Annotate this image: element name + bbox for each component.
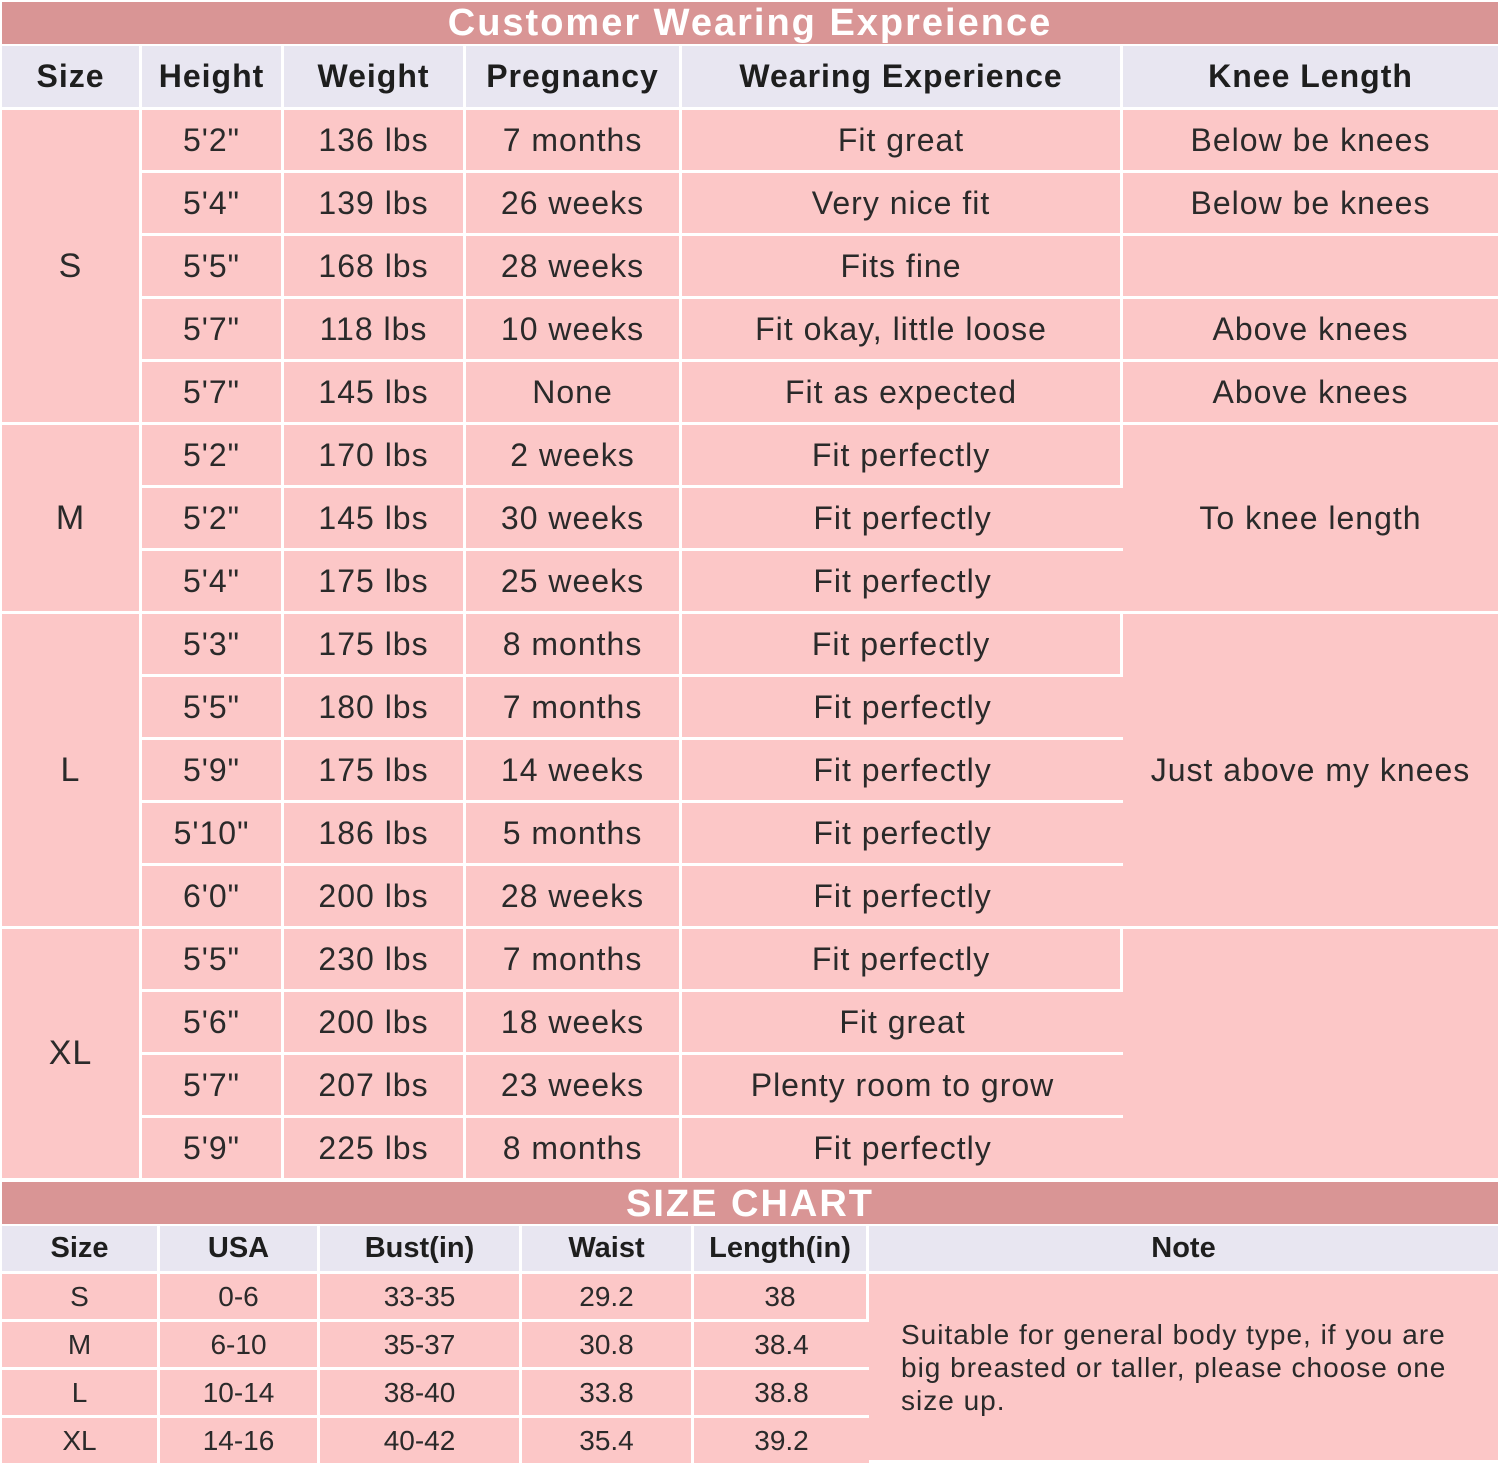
experience-cell: Fit perfectly	[682, 488, 1123, 551]
weight-cell: 180 lbs	[284, 677, 466, 740]
experience-cell: Fit perfectly	[682, 866, 1123, 929]
weight-cell: 175 lbs	[284, 551, 466, 614]
weight-cell: 200 lbs	[284, 866, 466, 929]
height-cell: 5'6"	[142, 992, 284, 1055]
weight-cell: 207 lbs	[284, 1055, 466, 1118]
pregnancy-cell: 5 months	[466, 803, 682, 866]
pregnancy-cell: 7 months	[466, 110, 682, 173]
weight-cell: 175 lbs	[284, 614, 466, 677]
pregnancy-cell: 25 weeks	[466, 551, 682, 614]
experience-cell: Fit great	[682, 992, 1123, 1055]
wearing-row	[2, 110, 1498, 173]
height-cell: 5'5"	[142, 929, 284, 992]
weight-cell: 118 lbs	[284, 299, 466, 362]
experience-cell: Fit perfectly	[682, 929, 1123, 992]
wearing-header-row	[2, 46, 1498, 110]
bust-cell: 38-40	[320, 1370, 522, 1418]
height-cell: 5'9"	[142, 1118, 284, 1181]
wearing-experience-table	[2, 46, 1498, 1181]
header-wearing-experience: Wearing Experience	[682, 46, 1123, 110]
experience-cell: Fit perfectly	[682, 677, 1123, 740]
knee-length-cell: Below be knees	[1123, 110, 1498, 173]
size-header-note: Note	[869, 1226, 1498, 1274]
weight-cell: 200 lbs	[284, 992, 466, 1055]
usa-cell: 14-16	[160, 1418, 320, 1463]
pregnancy-cell: 18 weeks	[466, 992, 682, 1055]
experience-cell: Fit perfectly	[682, 425, 1123, 488]
height-cell: 5'7"	[142, 299, 284, 362]
pregnancy-cell: 28 weeks	[466, 866, 682, 929]
weight-cell: 186 lbs	[284, 803, 466, 866]
pregnancy-cell: 23 weeks	[466, 1055, 682, 1118]
weight-cell: 170 lbs	[284, 425, 466, 488]
pregnancy-cell: 10 weeks	[466, 299, 682, 362]
weight-cell: 136 lbs	[284, 110, 466, 173]
size-cell: M	[2, 1322, 160, 1370]
experience-cell: Plenty room to grow	[682, 1055, 1123, 1118]
wearing-experience-title: Customer Wearing Expreience	[2, 2, 1498, 44]
header-knee-length: Knee Length	[1123, 46, 1498, 110]
weight-cell: 168 lbs	[284, 236, 466, 299]
length-cell: 38.8	[694, 1370, 869, 1418]
experience-cell: Fit okay, little loose	[682, 299, 1123, 362]
size-header-size: Size	[2, 1226, 160, 1274]
wearing-row	[2, 614, 1498, 677]
knee-length-cell: Above knees	[1123, 299, 1498, 362]
header-height: Height	[142, 46, 284, 110]
pregnancy-cell: 8 months	[466, 614, 682, 677]
waist-cell: 33.8	[522, 1370, 694, 1418]
size-cell: S	[2, 1274, 160, 1322]
weight-cell: 225 lbs	[284, 1118, 466, 1181]
length-cell: 38.4	[694, 1322, 869, 1370]
bust-cell: 40-42	[320, 1418, 522, 1463]
size-group-cell: L	[2, 614, 142, 929]
size-group-cell: XL	[2, 929, 142, 1181]
bust-cell: 35-37	[320, 1322, 522, 1370]
header-pregnancy: Pregnancy	[466, 46, 682, 110]
wearing-row	[2, 236, 1498, 299]
height-cell: 5'5"	[142, 677, 284, 740]
height-cell: 5'7"	[142, 1055, 284, 1118]
size-chart-table	[2, 1226, 1498, 1463]
weight-cell: 175 lbs	[284, 740, 466, 803]
experience-cell: Fits fine	[682, 236, 1123, 299]
height-cell: 5'2"	[142, 425, 284, 488]
height-cell: 5'3"	[142, 614, 284, 677]
size-chart-title: SIZE CHART	[2, 1182, 1498, 1224]
knee-length-cell: To knee length	[1123, 425, 1498, 614]
size-header-length: Length(in)	[694, 1226, 869, 1274]
height-cell: 5'4"	[142, 551, 284, 614]
pregnancy-cell: 14 weeks	[466, 740, 682, 803]
height-cell: 5'2"	[142, 110, 284, 173]
pregnancy-cell: 2 weeks	[466, 425, 682, 488]
wearing-row	[2, 362, 1498, 425]
weight-cell: 139 lbs	[284, 173, 466, 236]
size-note: Suitable for general body type, if you are big breasted or taller, please choose one size up.	[869, 1274, 1498, 1463]
size-header-waist: Waist	[522, 1226, 694, 1274]
experience-cell: Fit perfectly	[682, 803, 1123, 866]
wearing-row	[2, 425, 1498, 488]
knee-length-cell	[1123, 929, 1498, 1181]
wearing-row	[2, 929, 1498, 992]
pregnancy-cell: 7 months	[466, 929, 682, 992]
header-weight: Weight	[284, 46, 466, 110]
waist-cell: 35.4	[522, 1418, 694, 1463]
knee-length-cell: Below be knees	[1123, 173, 1498, 236]
wearing-row	[2, 173, 1498, 236]
length-cell: 38	[694, 1274, 869, 1322]
weight-cell: 230 lbs	[284, 929, 466, 992]
experience-cell: Fit perfectly	[682, 551, 1123, 614]
waist-cell: 30.8	[522, 1322, 694, 1370]
height-cell: 6'0"	[142, 866, 284, 929]
height-cell: 5'10"	[142, 803, 284, 866]
size-group-cell: S	[2, 110, 142, 425]
size-chart-header-row	[2, 1226, 1498, 1274]
size-header-usa: USA	[160, 1226, 320, 1274]
height-cell: 5'5"	[142, 236, 284, 299]
usa-cell: 10-14	[160, 1370, 320, 1418]
knee-length-cell	[1123, 236, 1498, 299]
header-size: Size	[2, 46, 142, 110]
pregnancy-cell: 26 weeks	[466, 173, 682, 236]
pregnancy-cell: 7 months	[466, 677, 682, 740]
usa-cell: 6-10	[160, 1322, 320, 1370]
weight-cell: 145 lbs	[284, 488, 466, 551]
size-chart-row	[2, 1274, 1498, 1322]
knee-length-cell: Just above my knees	[1123, 614, 1498, 929]
size-cell: XL	[2, 1418, 160, 1463]
size-group-cell: M	[2, 425, 142, 614]
experience-cell: Fit perfectly	[682, 614, 1123, 677]
height-cell: 5'7"	[142, 362, 284, 425]
experience-cell: Very nice fit	[682, 173, 1123, 236]
pregnancy-cell: None	[466, 362, 682, 425]
experience-cell: Fit great	[682, 110, 1123, 173]
usa-cell: 0-6	[160, 1274, 320, 1322]
pregnancy-cell: 28 weeks	[466, 236, 682, 299]
waist-cell: 29.2	[522, 1274, 694, 1322]
pregnancy-cell: 30 weeks	[466, 488, 682, 551]
wearing-row	[2, 299, 1498, 362]
bust-cell: 33-35	[320, 1274, 522, 1322]
pregnancy-cell: 8 months	[466, 1118, 682, 1181]
size-cell: L	[2, 1370, 160, 1418]
experience-cell: Fit perfectly	[682, 1118, 1123, 1181]
size-header-bust: Bust(in)	[320, 1226, 522, 1274]
length-cell: 39.2	[694, 1418, 869, 1463]
knee-length-cell: Above knees	[1123, 362, 1498, 425]
experience-cell: Fit as expected	[682, 362, 1123, 425]
experience-cell: Fit perfectly	[682, 740, 1123, 803]
height-cell: 5'2"	[142, 488, 284, 551]
height-cell: 5'9"	[142, 740, 284, 803]
height-cell: 5'4"	[142, 173, 284, 236]
weight-cell: 145 lbs	[284, 362, 466, 425]
